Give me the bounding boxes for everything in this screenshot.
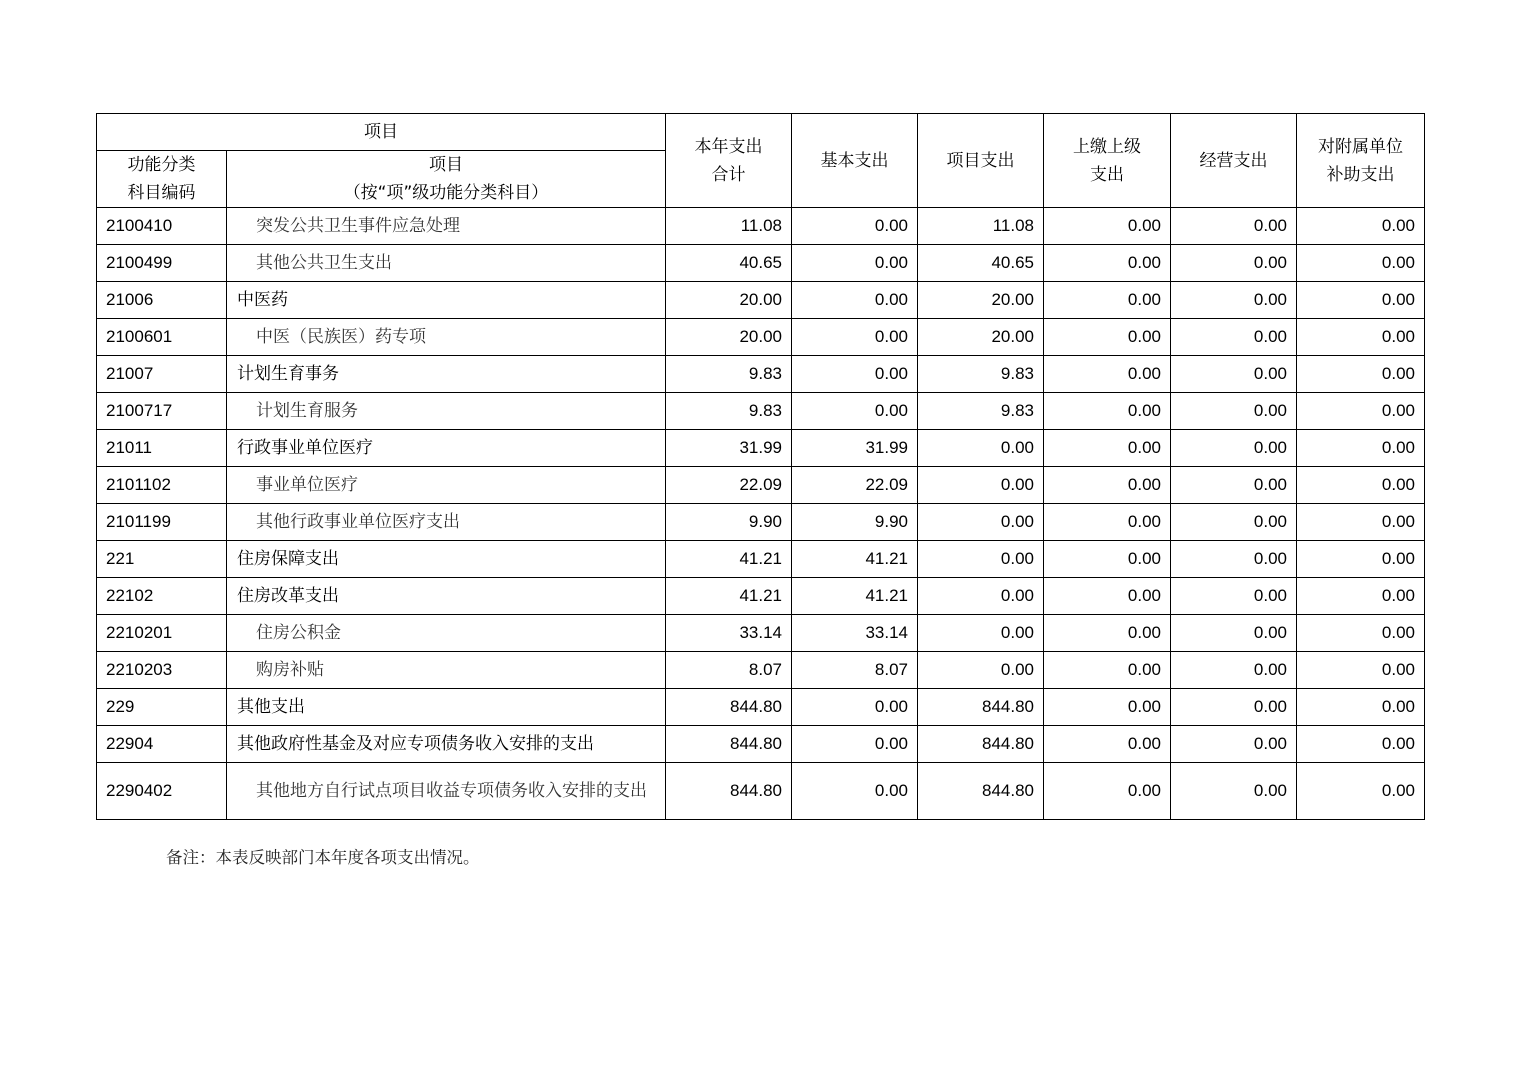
project-cell: 20.00	[918, 282, 1044, 319]
subsidy-cell: 0.00	[1297, 208, 1425, 245]
project-cell: 9.83	[918, 356, 1044, 393]
basic-cell: 0.00	[792, 245, 918, 282]
code-cell: 2210201	[97, 615, 227, 652]
subsidy-cell: 0.00	[1297, 319, 1425, 356]
table-row	[97, 615, 1425, 652]
upper-cell: 0.00	[1044, 615, 1171, 652]
upper-cell: 0.00	[1044, 541, 1171, 578]
name-cell: 计划生育事务	[227, 356, 666, 393]
basic-cell: 0.00	[792, 763, 918, 820]
subsidy-cell: 0.00	[1297, 467, 1425, 504]
total-cell: 20.00	[666, 282, 792, 319]
name-cell: 其他公共卫生支出	[227, 245, 666, 282]
project-group-header: 项目	[97, 114, 666, 151]
code-cell: 2210203	[97, 652, 227, 689]
table-row	[97, 208, 1425, 245]
total-cell: 22.09	[666, 467, 792, 504]
expenditure-table	[96, 113, 1425, 820]
table-body	[97, 208, 1425, 820]
total-cell: 11.08	[666, 208, 792, 245]
total-cell: 31.99	[666, 430, 792, 467]
business-column-header: 经营支出	[1171, 114, 1297, 208]
business-cell: 0.00	[1171, 467, 1297, 504]
table-row	[97, 245, 1425, 282]
basic-cell: 0.00	[792, 356, 918, 393]
name-cell: 其他地方自行试点项目收益专项债务收入安排的支出	[227, 763, 666, 820]
subsidy-cell: 0.00	[1297, 430, 1425, 467]
name-cell: 其他支出	[227, 689, 666, 726]
total-cell: 9.83	[666, 393, 792, 430]
business-cell: 0.00	[1171, 615, 1297, 652]
subsidy-cell: 0.00	[1297, 615, 1425, 652]
table-row	[97, 652, 1425, 689]
business-cell: 0.00	[1171, 541, 1297, 578]
code-column-header: 功能分类 科目编码	[97, 151, 227, 208]
table-row	[97, 467, 1425, 504]
total-cell: 41.21	[666, 578, 792, 615]
upper-cell: 0.00	[1044, 208, 1171, 245]
code-cell: 21006	[97, 282, 227, 319]
upper-cell: 0.00	[1044, 319, 1171, 356]
upper-cell: 0.00	[1044, 726, 1171, 763]
name-cell: 购房补贴	[227, 652, 666, 689]
upper-column-header: 上缴上级 支出	[1044, 114, 1171, 208]
business-cell: 0.00	[1171, 652, 1297, 689]
basic-cell: 41.21	[792, 541, 918, 578]
basic-cell: 0.00	[792, 393, 918, 430]
business-cell: 0.00	[1171, 504, 1297, 541]
business-cell: 0.00	[1171, 208, 1297, 245]
upper-cell: 0.00	[1044, 245, 1171, 282]
upper-cell: 0.00	[1044, 689, 1171, 726]
project-cell: 0.00	[918, 652, 1044, 689]
upper-cell: 0.00	[1044, 652, 1171, 689]
basic-cell: 31.99	[792, 430, 918, 467]
code-cell: 2101102	[97, 467, 227, 504]
project-cell: 20.00	[918, 319, 1044, 356]
business-cell: 0.00	[1171, 430, 1297, 467]
table-row	[97, 541, 1425, 578]
table-header	[97, 114, 1425, 208]
project-cell: 0.00	[918, 430, 1044, 467]
business-cell: 0.00	[1171, 393, 1297, 430]
name-cell: 行政事业单位医疗	[227, 430, 666, 467]
table-row	[97, 578, 1425, 615]
business-cell: 0.00	[1171, 282, 1297, 319]
table-row	[97, 430, 1425, 467]
project-cell: 11.08	[918, 208, 1044, 245]
business-cell: 0.00	[1171, 319, 1297, 356]
subsidy-cell: 0.00	[1297, 689, 1425, 726]
total-column-header: 本年支出 合计	[666, 114, 792, 208]
table-row	[97, 319, 1425, 356]
project-cell: 844.80	[918, 726, 1044, 763]
table-note: 备注：本表反映部门本年度各项支出情况。	[166, 848, 480, 867]
basic-cell: 33.14	[792, 615, 918, 652]
code-cell: 2100410	[97, 208, 227, 245]
project-cell: 0.00	[918, 467, 1044, 504]
project-cell: 0.00	[918, 541, 1044, 578]
subsidy-cell: 0.00	[1297, 393, 1425, 430]
name-cell: 突发公共卫生事件应急处理	[227, 208, 666, 245]
basic-cell: 41.21	[792, 578, 918, 615]
name-cell: 住房保障支出	[227, 541, 666, 578]
project-cell: 0.00	[918, 578, 1044, 615]
upper-cell: 0.00	[1044, 430, 1171, 467]
name-cell: 事业单位医疗	[227, 467, 666, 504]
subsidy-cell: 0.00	[1297, 504, 1425, 541]
code-cell: 2100601	[97, 319, 227, 356]
basic-cell: 8.07	[792, 652, 918, 689]
name-cell: 中医（民族医）药专项	[227, 319, 666, 356]
subsidy-column-header: 对附属单位 补助支出	[1297, 114, 1425, 208]
upper-cell: 0.00	[1044, 763, 1171, 820]
code-cell: 229	[97, 689, 227, 726]
table-row	[97, 504, 1425, 541]
business-cell: 0.00	[1171, 689, 1297, 726]
subsidy-cell: 0.00	[1297, 541, 1425, 578]
total-cell: 33.14	[666, 615, 792, 652]
project-column-header: 项目支出	[918, 114, 1044, 208]
total-cell: 40.65	[666, 245, 792, 282]
subsidy-cell: 0.00	[1297, 356, 1425, 393]
upper-cell: 0.00	[1044, 504, 1171, 541]
project-cell: 0.00	[918, 615, 1044, 652]
name-cell: 中医药	[227, 282, 666, 319]
total-cell: 9.90	[666, 504, 792, 541]
subsidy-cell: 0.00	[1297, 282, 1425, 319]
table-row	[97, 689, 1425, 726]
subsidy-cell: 0.00	[1297, 726, 1425, 763]
name-column-header: 项目 （按“项”级功能分类科目）	[227, 151, 666, 208]
upper-cell: 0.00	[1044, 393, 1171, 430]
project-cell: 9.83	[918, 393, 1044, 430]
project-cell: 844.80	[918, 763, 1044, 820]
business-cell: 0.00	[1171, 763, 1297, 820]
basic-cell: 22.09	[792, 467, 918, 504]
total-cell: 41.21	[666, 541, 792, 578]
total-cell: 844.80	[666, 726, 792, 763]
upper-cell: 0.00	[1044, 282, 1171, 319]
code-cell: 22904	[97, 726, 227, 763]
table-row	[97, 282, 1425, 319]
table-row	[97, 763, 1425, 820]
subsidy-cell: 0.00	[1297, 578, 1425, 615]
basic-cell: 0.00	[792, 208, 918, 245]
name-cell: 其他政府性基金及对应专项债务收入安排的支出	[227, 726, 666, 763]
code-cell: 21007	[97, 356, 227, 393]
total-cell: 8.07	[666, 652, 792, 689]
upper-cell: 0.00	[1044, 356, 1171, 393]
total-cell: 844.80	[666, 689, 792, 726]
project-cell: 844.80	[918, 689, 1044, 726]
code-cell: 2100499	[97, 245, 227, 282]
table-row	[97, 356, 1425, 393]
business-cell: 0.00	[1171, 245, 1297, 282]
name-cell: 计划生育服务	[227, 393, 666, 430]
code-cell: 21011	[97, 430, 227, 467]
business-cell: 0.00	[1171, 726, 1297, 763]
project-cell: 0.00	[918, 504, 1044, 541]
subsidy-cell: 0.00	[1297, 652, 1425, 689]
code-cell: 2100717	[97, 393, 227, 430]
total-cell: 20.00	[666, 319, 792, 356]
code-cell: 2101199	[97, 504, 227, 541]
code-cell: 22102	[97, 578, 227, 615]
subsidy-cell: 0.00	[1297, 763, 1425, 820]
basic-cell: 0.00	[792, 282, 918, 319]
basic-cell: 0.00	[792, 689, 918, 726]
code-cell: 2290402	[97, 763, 227, 820]
basic-cell: 0.00	[792, 726, 918, 763]
name-cell: 其他行政事业单位医疗支出	[227, 504, 666, 541]
name-cell: 住房公积金	[227, 615, 666, 652]
project-cell: 40.65	[918, 245, 1044, 282]
basic-column-header: 基本支出	[792, 114, 918, 208]
total-cell: 9.83	[666, 356, 792, 393]
subsidy-cell: 0.00	[1297, 245, 1425, 282]
upper-cell: 0.00	[1044, 467, 1171, 504]
table-row	[97, 393, 1425, 430]
code-cell: 221	[97, 541, 227, 578]
basic-cell: 9.90	[792, 504, 918, 541]
business-cell: 0.00	[1171, 578, 1297, 615]
table-row	[97, 726, 1425, 763]
basic-cell: 0.00	[792, 319, 918, 356]
name-cell: 住房改革支出	[227, 578, 666, 615]
upper-cell: 0.00	[1044, 578, 1171, 615]
total-cell: 844.80	[666, 763, 792, 820]
business-cell: 0.00	[1171, 356, 1297, 393]
